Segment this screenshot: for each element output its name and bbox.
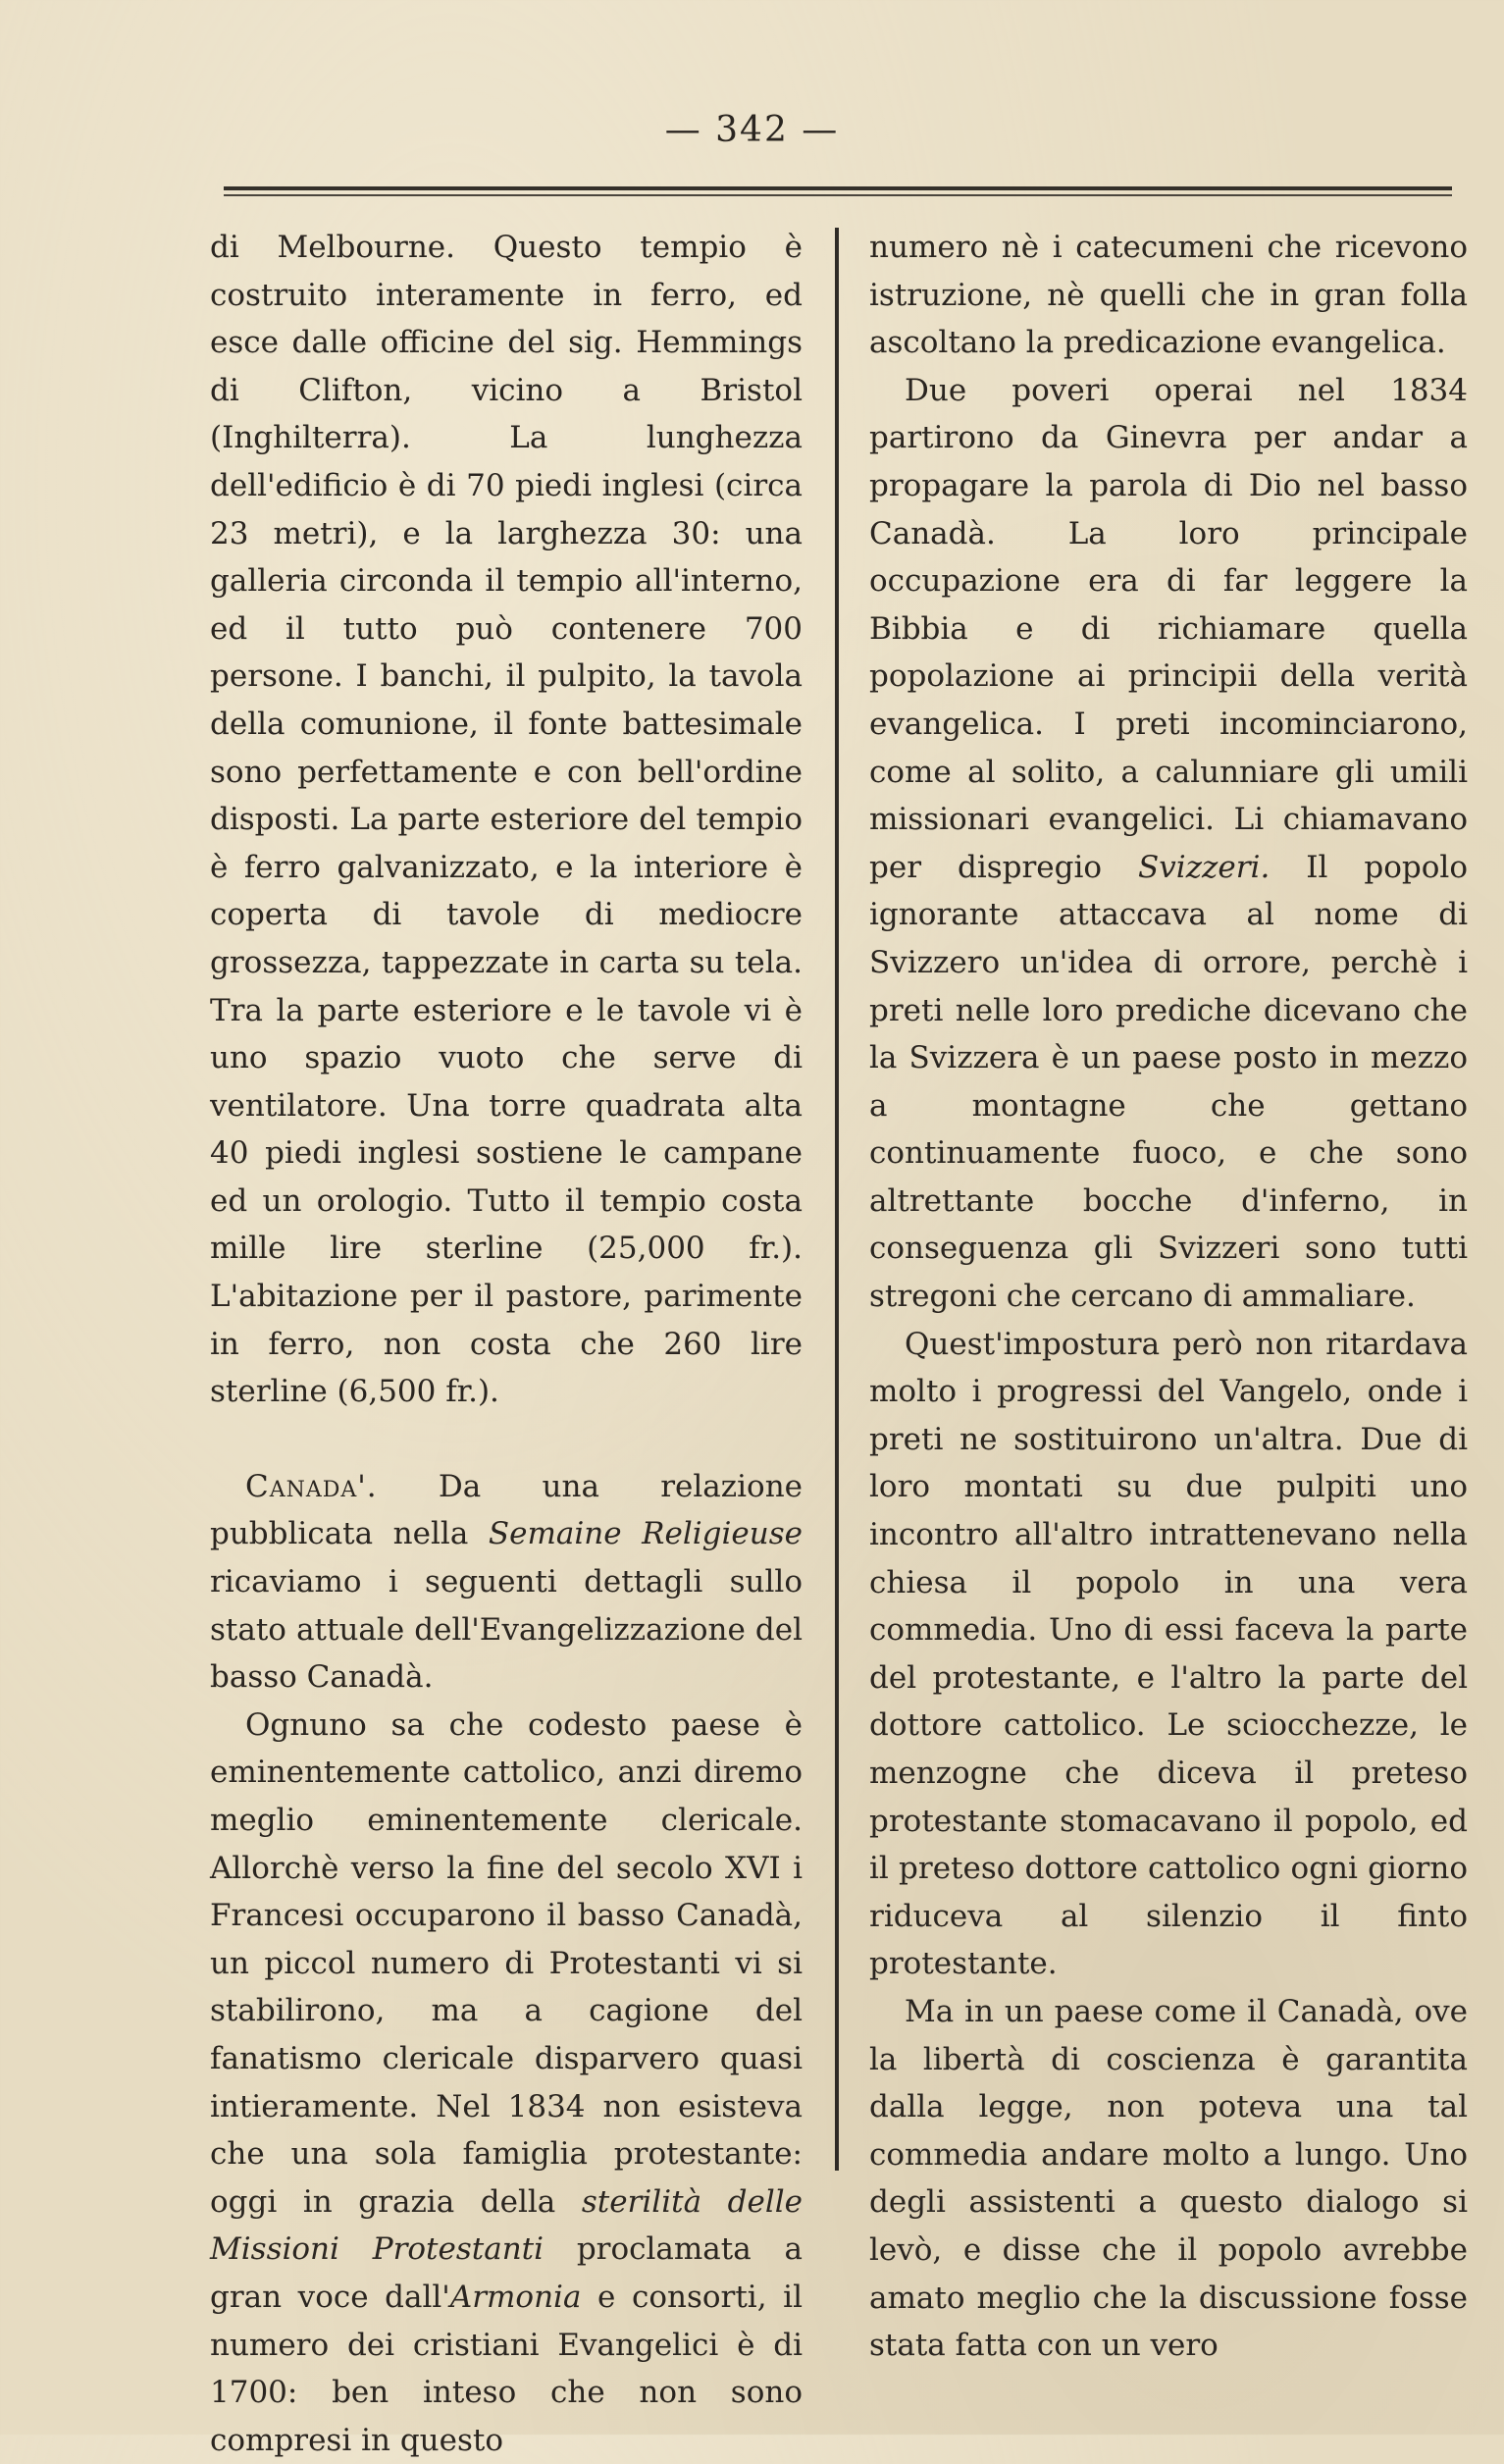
paragraph-imposture: Quest'impostura però non ritardava molto i progressi del Vangelo, onde i preti ne sostituirono un'altra. Due di loro montati su due pulpiti uno incontro all'altro intrattenevano nella chiesa il popolo in una vera commedia. Uno di essi faceva la parte del protestante, e l'altro la parte del dottore cattolico. Le sciocchezze, le menzogne che diceva il preteso protestante stomacavano il popolo, ed il preteso dottore cattolico ogni giorno riduceva al silenzio il finto protestante.: [869, 1326, 1468, 1982]
paragraph-catechumens: numero nè i catecumeni che ricevono istruzione, nè quelli che in gran folla ascoltano la predicazione evangelica.: [869, 230, 1468, 361]
text-run: proclamata a gran voce dall': [210, 2231, 803, 2315]
column-divider: [835, 228, 839, 2171]
left-column: [210, 224, 803, 2464]
paragraph-catholic-country: [210, 1702, 803, 2464]
right-column: [869, 224, 1468, 2370]
text-run: Due poveri operai nel 1834 partirono da Ginevra per andar a propagare la parola di Dio nel basso Canadà. La loro principale occupazione era di far leggere la Bibbia e di richiamare quella popolazione ai principii della verità evangelica. I preti incominciarono, come al solito, a calunniare gli umili missionari evangelici. Li chiamavano per dispregio: [869, 372, 1468, 885]
paragraph-two-workers: [869, 367, 1468, 1321]
text-run: e consorti, il numero dei cristiani Evangelici è di 1700: ben inteso che non sono compresi in questo: [210, 2279, 803, 2458]
section-heading-canada: Canada'.: [245, 1468, 378, 1504]
paragraph-gap: [210, 1416, 803, 1463]
paragraph-freedom: Ma in un paese come il Canadà, ove la libertà di coscienza è garantita dalla legge, non poteva una tal commedia andare molto a lungo. Uno degli assistenti a questo dialogo si levò, e disse che il popolo avrebbe amato meglio che la discussione fosse stata fatta con un vero: [869, 1993, 1468, 2364]
header-rule-thin: [224, 194, 1452, 196]
header-rule: [224, 186, 1452, 190]
paragraph-canada: [210, 1463, 803, 1702]
text-run: Ognuno sa che codesto paese è eminentemente cattolico, anzi diremo meglio eminentemente clericale. Allorchè verso la fine del secolo XVI i Francesi occuparono il basso Canadà, un piccol numero di Protestanti vi si stabilirono, ma a cagione del fanatismo clericale disparvero quasi intieramente. Nel 1834 non esisteva che una sola famiglia protestante: oggi in grazia della: [210, 1706, 803, 2220]
journal-name-armonia: Armonia: [449, 2279, 582, 2315]
journal-title: Semaine Religieuse: [488, 1516, 803, 1552]
italic-phrase: sterilità delle Missioni Protestanti: [210, 2183, 804, 2268]
text-run: Da una relazione pubblicata nella: [210, 1468, 803, 1552]
text-run: ricaviamo i seguenti dettagli sullo stato attuale dell'Evangelizzazione del basso Canadà.: [210, 1564, 803, 1696]
page-number: — 342 —: [664, 110, 840, 150]
italic-word-svizzeri: Svizzeri.: [1138, 849, 1271, 885]
text-run: Il popolo ignorante attaccava al nome di Svizzero un'idea di orrore, perchè i preti nelle loro prediche dicevano che la Svizzera è un paese posto in mezzo a montagne che gettano continuamente fuoco, e che sono altrettante bocche d'inferno, in conseguenza gli Svizzeri sono tutti stregoni che cercano di ammaliare.: [869, 849, 1468, 1315]
paragraph-melbourne-temple: di Melbourne. Questo tempio è costruito interamente in ferro, ed esce dalle officine del sig. Hemmings di Clifton, vicino a Bristol (Inghilterra). La lunghezza dell'edificio è di 70 piedi inglesi (circa 23 metri), e la larghezza 30: una galleria circonda il tempio all'interno, ed il tutto può contenere 700 persone. I banchi, il pulpito, la tavola della comunione, il fonte battesimale sono perfettamente e con bell'ordine disposti. La parte esteriore del tempio è ferro galvanizzato, e la interiore è coperta di tavole di mediocre grossezza, tappezzate in carta su tela. Tra la parte esteriore e le tavole vi è uno spazio vuoto che serve di ventilatore. Una torre quadrata alta 40 piedi inglesi sostiene le campane ed un orologio. Tutto il tempio costa mille lire sterline (25,000 fr.). L'abitazione per il pastore, parimente in ferro, non costa che 260 lire sterline (6,500 fr.).: [210, 230, 803, 1410]
